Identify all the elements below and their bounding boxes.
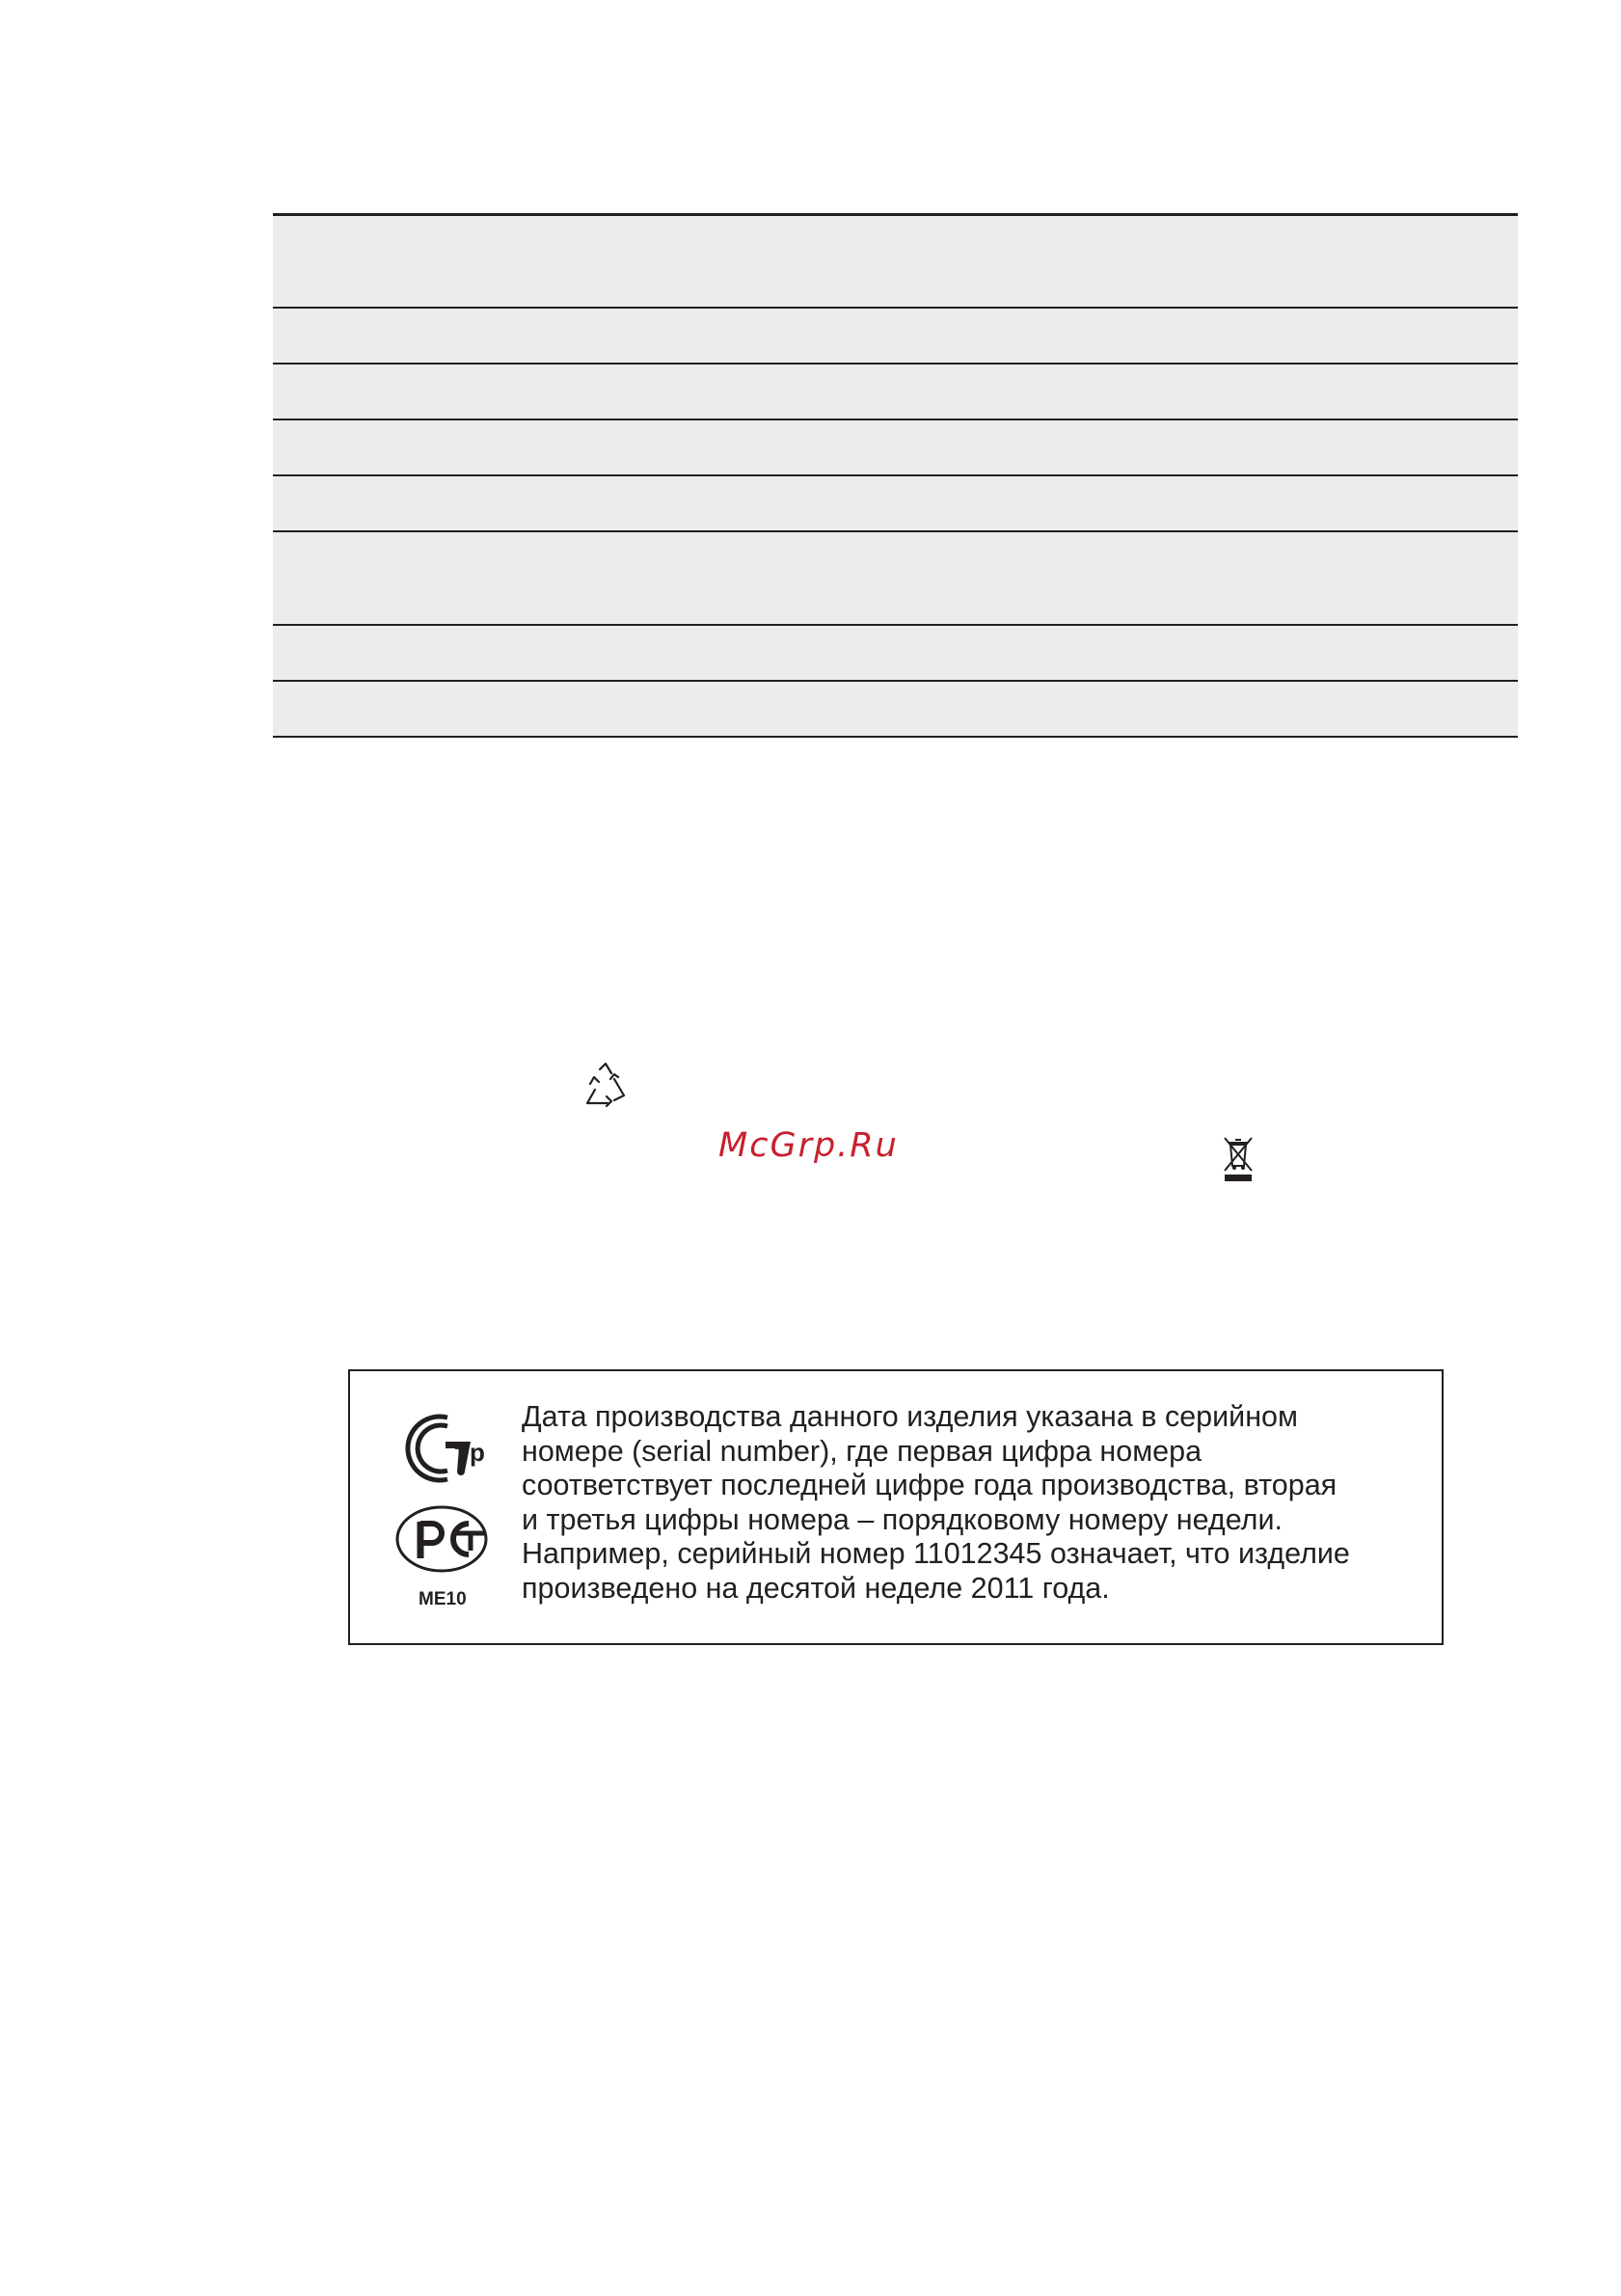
spec-table — [273, 213, 1518, 738]
spec-table-row — [273, 365, 1518, 420]
spec-table-row — [273, 682, 1518, 738]
notice-line: и третья цифры номера – порядковому номеру недели. — [522, 1502, 1283, 1536]
watermark: McGrp.Ru — [718, 1126, 899, 1165]
spec-table-header-row — [273, 216, 1518, 309]
eac-gost-tr-mark-icon — [392, 1410, 498, 1487]
notice-line: Например, серийный номер 11012345 означает, что изделие — [522, 1537, 1350, 1570]
notice-line: соответствует последней цифре года производства, вторая — [522, 1469, 1337, 1501]
svg-text:р: р — [470, 1438, 485, 1467]
notice-line: Дата производства данного изделия указана в серийном — [522, 1400, 1298, 1433]
recycle-icon — [581, 1061, 630, 1109]
spec-table-row — [273, 420, 1518, 476]
spec-table-row — [273, 532, 1518, 626]
spec-table-row — [273, 626, 1518, 682]
certification-code: ME10 — [419, 1589, 467, 1609]
crossed-out-bin-icon — [1221, 1134, 1256, 1182]
spec-table-row — [273, 309, 1518, 365]
spec-table-row — [273, 476, 1518, 532]
pct-certification-mark-icon — [392, 1504, 498, 1574]
notice-line: номере (serial number), где первая цифра номера — [522, 1434, 1202, 1468]
manufacturing-date-notice — [348, 1369, 1444, 1645]
svg-text:т: т — [454, 1437, 467, 1466]
notice-line: произведено на десятой неделе 2011 года. — [522, 1571, 1110, 1605]
notice-text — [522, 1400, 1428, 1606]
